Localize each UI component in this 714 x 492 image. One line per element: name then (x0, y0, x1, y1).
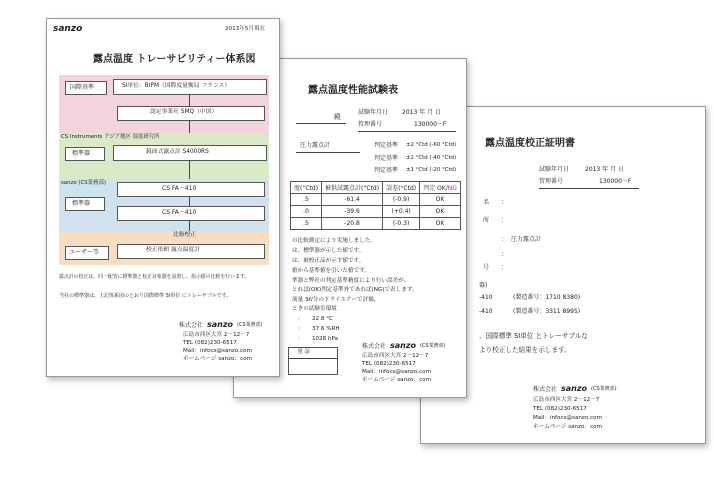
certificate-device-2: -410 (479, 308, 493, 315)
sanzo-heading: sanzo (CS業務部) (61, 180, 106, 186)
performance-title: 露点温度性能試験表 (308, 85, 398, 96)
company-tag: (CS業務部) (237, 322, 263, 328)
performance-note: は、標準器が示した値です。 (292, 248, 365, 254)
calibration-request-box: 校正依頼 露点温度計 (117, 244, 265, 259)
si-unit-box: SI単位：BIPM（国際度量衡局 フランス） (113, 79, 267, 95)
company-logo: sanzo (561, 384, 588, 393)
performance-note: ときの試験室環境 (292, 306, 337, 312)
company-address: 広島市西区大宮 2－12－7 (533, 397, 600, 403)
certificate-mgmt-label: 管理番号 (539, 178, 564, 185)
company-tel: TEL (082)230-6517 (183, 340, 237, 346)
document-date: 2013年5月現在 (225, 26, 266, 32)
company-tag: (CS業務部) (420, 343, 446, 349)
certificate-mgmt-value: 130000－F (599, 178, 632, 185)
performance-test-date-value: 2013 年 月 日 (402, 109, 441, 116)
certificate-device-1-serial: (製造番号：1710 8380) (513, 294, 581, 301)
certificate-left-fragment: 所 (483, 217, 490, 224)
company-prefix: 株式会社 (179, 322, 204, 329)
table-cell: (-0.3) (383, 218, 420, 230)
table-cell: .0 (291, 206, 322, 218)
company-tel: TEL (082)230-6517 (362, 361, 416, 367)
criteria-value: ±2 °Ctd (-60 °Ctd) (406, 142, 457, 148)
approval-stamp-divider (289, 358, 337, 359)
performance-note: 値から基準値を引いた値です。 (292, 268, 370, 274)
table-header: 判定 OK/NG (420, 182, 461, 194)
company-homepage: ホームページ sanzo．com (533, 424, 603, 430)
performance-note: 流量 3ℓ/分のドライエアーで評価。 (292, 297, 380, 303)
company-address: 広島市西区大宮 2－12－7 (362, 353, 429, 359)
cs-fa410-box-1: CS FA－410 (117, 182, 265, 197)
certificate-colon: ： (501, 264, 508, 271)
table-cell: (-0.9) (383, 194, 420, 206)
table-cell: -39.6 (322, 206, 383, 218)
company-prefix: 株式会社 (362, 343, 387, 350)
performance-test-date-label: 試験年月日 (358, 109, 389, 116)
certificate-note-2: より校正した結果を示します。 (479, 346, 571, 354)
performance-mgmt-label: 管理番号 (358, 121, 383, 128)
company-mail: Mail：infocs@sanzo.com (533, 415, 602, 421)
approval-stamp-box (288, 347, 338, 375)
company-mail: Mail：infocs@sanzo.com (183, 348, 252, 354)
table-cell: .5 (291, 194, 322, 206)
certificate-title: 露点温度校正証明書 (485, 138, 575, 149)
performance-suffix: 殿 (334, 113, 341, 121)
company-tel: TEL (082)230-6517 (533, 406, 587, 412)
table-row (291, 194, 461, 206)
company-logo: sanzo (207, 320, 234, 329)
cs-fa410-box-2: CS FA－410 (117, 206, 265, 221)
table-header: 度(°Ctd) (291, 182, 322, 194)
env-colon: : (298, 336, 300, 342)
comparison-calibration: 比較校正 (173, 232, 197, 238)
label-standard-1: 標準器 (65, 147, 105, 161)
certificate-instrument: 圧力露点計 (511, 236, 542, 243)
env-humidity: 37.6 %RH (312, 326, 340, 332)
env-colon: : (298, 316, 300, 322)
performance-note: は、被校正品が示す値です。 (292, 258, 365, 264)
traceability-paragraph: 当社の標準器は、上記体系図のとおり国際標準 SI単位 にトレーサブルです。 (59, 293, 232, 299)
flow-connector (189, 196, 190, 206)
certificate-colon: ： (501, 217, 508, 224)
approval-stamp-label: 発 証 (297, 349, 310, 355)
company-address: 広島市西区大宮 2－12－7 (183, 332, 250, 338)
label-standard-2: 標準器 (65, 197, 105, 211)
performance-device: 圧力露点計 (300, 142, 331, 149)
table-cell: (+0.4) (383, 206, 420, 218)
flow-connector (189, 120, 190, 133)
certificate-device-2-serial: (製造番号：3311 8995) (513, 308, 581, 315)
certificate-device-label: 器) (479, 282, 488, 289)
certificate-mgmt-underline (539, 188, 639, 189)
label-international: 国際基準 (65, 81, 107, 95)
company-tag: (CS業務部) (591, 386, 617, 392)
traceability-title: 露点温度 トレーサビリティー体系図 (93, 54, 256, 65)
criteria-value: ±1 °Ctd (-20 °Ctd) (406, 167, 457, 173)
env-temperature: 22.8 °C (312, 316, 333, 322)
company-mail: Mail：infocs@sanzo.com (362, 369, 431, 375)
certificate-device-1: -410 (479, 294, 493, 301)
mirror-hygrometer-box: 鏡面式露点計 S4000RS (113, 145, 267, 161)
company-logo: sanzo (390, 341, 417, 350)
performance-name-underline (296, 123, 346, 124)
performance-mgmt-value: 130000－F (414, 121, 447, 128)
flow-connector (189, 94, 190, 106)
performance-device-underline (296, 152, 360, 153)
criteria-label: 判定基準 (374, 142, 399, 149)
certificate-test-date-value: 2013 年 月 日 (585, 166, 624, 173)
table-cell: OK (420, 218, 461, 230)
table-cell: -20.8 (322, 218, 383, 230)
table-cell: .5 (291, 218, 322, 230)
certificate-note-1: 、国際標準 SI単位 とトレーサブルな (479, 332, 588, 340)
company-homepage: ホームページ sanzo．com (362, 377, 432, 383)
performance-table (290, 181, 461, 230)
table-header-row (291, 182, 461, 194)
smq-box: 認定事業社 SMQ（中国） (117, 106, 265, 121)
performance-note: の比較測定により実施しました。 (292, 238, 376, 244)
env-pressure: 1028 hPa (312, 336, 339, 342)
cs-instruments-heading: CS Instruments アジア地区 湿度研究所 (61, 134, 160, 140)
table-header: 被供試露点計(°Ctd) (322, 182, 383, 194)
table-cell: OK (420, 206, 461, 218)
traceability-chart-sheet (46, 18, 280, 377)
brand-logo: sanzo (53, 24, 83, 34)
criteria-label: 判定基準 (374, 155, 399, 162)
table-cell: -61.4 (322, 194, 383, 206)
label-user: ユーザー等 (65, 246, 109, 260)
table-row (291, 206, 461, 218)
performance-note: とれば(OK)判定基準外であれば(NG)で表します。 (292, 287, 418, 293)
calibration-paragraph: 露点計の校正は、同一配管に標準器と校正対象器を設置し、指示値の比較を行います。 (59, 274, 250, 280)
certificate-left-fragment: 名 (483, 199, 490, 206)
flow-connector (189, 160, 190, 179)
performance-mgmt-underline (358, 131, 456, 132)
table-header: 誤差(°Ctd) (383, 182, 420, 194)
certificate-colon: ： (501, 251, 508, 258)
certificate-left-fragment: 号 (483, 264, 490, 271)
certificate-colon: ： (501, 236, 508, 243)
certificate-test-date-label: 試験年月日 (539, 166, 570, 173)
certificate-colon: ： (501, 199, 508, 206)
criteria-value: ±2 °Ctd (-40 °Ctd) (406, 155, 457, 161)
env-colon: : (298, 326, 300, 332)
criteria-label: 判定基準 (374, 167, 399, 174)
company-prefix: 株式会社 (533, 386, 558, 393)
table-row (291, 218, 461, 230)
performance-note: 準器と弊社の判定基準精度により行い誤差が、 (292, 278, 410, 284)
company-homepage: ホームページ sanzo．com (183, 356, 253, 362)
table-cell: OK (420, 194, 461, 206)
